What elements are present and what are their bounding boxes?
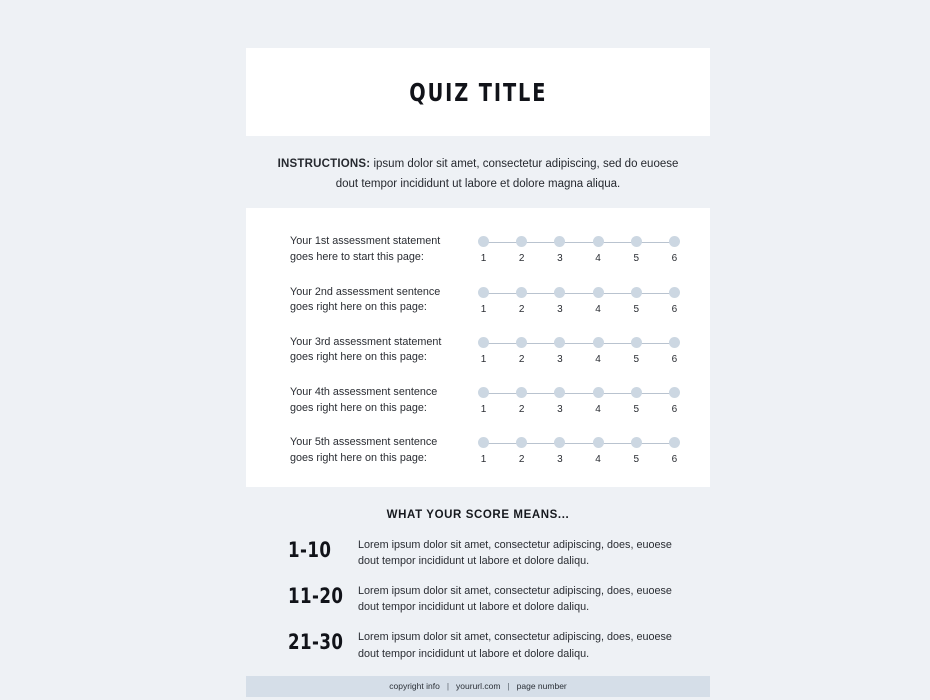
scale-number: 2 [518,303,525,315]
scale-option-1[interactable] [478,287,489,298]
questions-card [246,208,710,486]
scale-option-4[interactable] [593,437,604,448]
scale-option-6[interactable] [669,236,680,247]
footer-url[interactable]: yoururl.com [456,681,501,692]
scale-track [478,387,680,400]
footer-copyright: copyright info [389,681,440,692]
score-range: 1-10 [288,537,332,562]
score-range: 21-30 [288,630,344,655]
footer-page-number: page number [516,681,567,692]
question-text: Your 3rd assessment statement goes right here on this page: [290,335,442,364]
quiz-page [246,48,710,692]
scale-option-5[interactable] [631,437,642,448]
question-text: Your 1st assessment statement goes here to start this page: [290,235,441,263]
scale-option-5[interactable] [631,236,642,247]
scale-track [478,287,680,300]
score-section-heading: WHAT YOUR SCORE MEANS... [386,508,570,521]
question-text: Your 5th assessment sentence goes right here on this page: [290,436,438,465]
scale-number: 3 [557,353,563,365]
question-row [246,431,710,466]
scale-numbers [478,354,680,365]
scale-option-1[interactable] [478,437,489,448]
scale-number: 2 [518,454,525,466]
scale-dots [478,236,680,247]
scale-number: 6 [671,253,678,265]
question-row [246,331,710,366]
scale-option-3[interactable] [554,387,565,398]
scale-option-4[interactable] [593,387,604,398]
scale-option-4[interactable] [593,236,604,247]
question-row [246,281,710,316]
footer-separator: | [507,681,510,692]
likert-scale[interactable] [478,381,680,415]
scale-number: 4 [595,303,601,315]
scale-dots [478,287,680,298]
scale-number: 1 [480,353,487,365]
scale-dots [478,387,680,398]
scale-option-2[interactable] [516,236,527,247]
scale-dots [478,337,680,348]
scale-option-4[interactable] [593,287,604,298]
scale-number: 6 [671,353,678,365]
likert-scale[interactable] [478,230,680,264]
scale-number: 3 [557,454,563,466]
score-range: 11-20 [288,584,344,609]
scale-option-1[interactable] [478,236,489,247]
scale-numbers [478,304,680,315]
scale-number: 1 [480,454,487,466]
scale-option-2[interactable] [516,387,527,398]
page-title: QUIZ TITLE [408,77,548,107]
scale-option-1[interactable] [478,387,489,398]
score-row [246,629,710,661]
scale-number: 5 [633,253,640,265]
instructions-label: INSTRUCTIONS: [277,158,371,170]
instructions [246,136,710,204]
question-text: Your 4th assessment sentence goes right here on this page: [290,386,438,414]
scale-numbers [478,454,680,465]
scale-option-3[interactable] [554,236,565,247]
question-row [246,381,710,416]
scale-option-6[interactable] [669,287,680,298]
scale-option-6[interactable] [669,437,680,448]
scale-option-5[interactable] [631,287,642,298]
scale-numbers [478,404,680,415]
scale-option-2[interactable] [516,287,527,298]
scale-option-6[interactable] [669,387,680,398]
scale-number: 1 [480,404,487,416]
score-description: Lorem ipsum dolor sit amet, consectetur adipiscing, does, euoese dout tempor incididunt ut labore et dolore daliqu. [358,631,672,660]
scale-number: 3 [557,404,563,416]
scale-option-5[interactable] [631,337,642,348]
scale-track [478,236,680,249]
score-description: Lorem ipsum dolor sit amet, consectetur adipiscing, does, euoese dout tempor incididunt ut labore et dolore daliqu. [358,538,672,567]
scale-number: 4 [595,454,601,466]
scale-number: 6 [671,404,678,416]
question-row [246,230,710,265]
scale-number: 4 [595,353,601,365]
footer-bar [246,676,710,697]
scale-dots [478,437,680,448]
scale-number: 2 [518,404,525,416]
scale-number: 5 [633,353,640,365]
title-block [246,48,710,136]
instructions-text: ipsum dolor sit amet, consectetur adipiscing, sed do euoese dout tempor incididunt ut labore et dolore magna aliqua. [335,158,679,191]
scale-number: 2 [518,353,525,365]
question-text: Your 2nd assessment sentence goes right here on this page: [290,285,441,314]
scale-option-1[interactable] [478,337,489,348]
scale-number: 5 [633,404,640,416]
scale-option-6[interactable] [669,337,680,348]
scale-number: 1 [480,303,487,315]
likert-scale[interactable] [478,331,680,365]
scale-number: 5 [633,454,640,466]
footer-separator: | [446,681,450,692]
scale-option-3[interactable] [554,337,565,348]
scale-option-3[interactable] [554,287,565,298]
scale-number: 1 [480,253,487,265]
scale-track [478,437,680,450]
scale-option-4[interactable] [593,337,604,348]
scale-number: 3 [557,303,563,315]
scale-number: 4 [595,253,601,265]
score-description: Lorem ipsum dolor sit amet, consectetur adipiscing, does, euoese dout tempor incididunt ut labore et dolore daliqu. [358,585,672,614]
scale-number: 4 [595,404,601,416]
likert-scale[interactable] [478,431,680,465]
scale-option-2[interactable] [516,437,527,448]
score-row [246,583,710,615]
scale-option-2[interactable] [516,337,527,348]
scale-option-3[interactable] [554,437,565,448]
scale-number: 2 [518,253,525,265]
scale-number: 6 [671,303,678,315]
scale-number: 3 [557,253,563,265]
likert-scale[interactable] [478,281,680,315]
score-row [246,537,710,569]
scale-number: 6 [671,454,678,466]
scale-numbers [478,253,680,264]
scale-number: 5 [633,303,640,315]
scale-track [478,337,680,350]
scale-option-5[interactable] [631,387,642,398]
